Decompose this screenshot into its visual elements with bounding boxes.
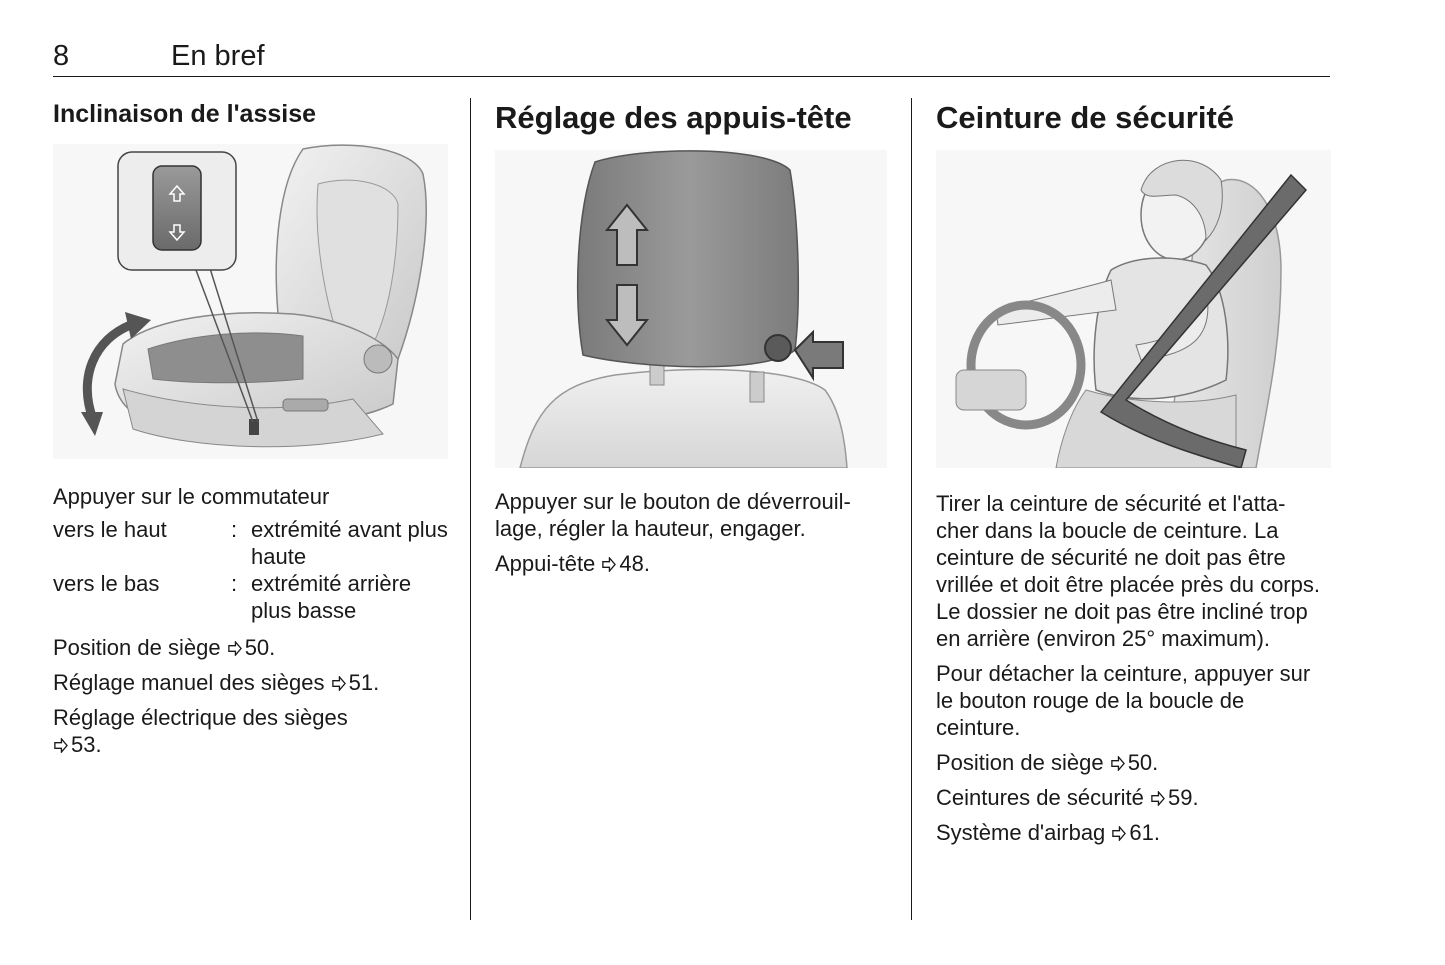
head-restraint-illustration [495, 150, 887, 468]
column-divider [470, 98, 471, 920]
table-row [53, 570, 451, 624]
direction-value: extrémité avant plus haute [251, 517, 448, 569]
switch-direction-table [53, 516, 451, 624]
cross-reference[interactable]: Réglage électrique des sièges 53. [53, 705, 348, 757]
cross-reference-arrow-icon [1111, 826, 1126, 841]
cross-reference-arrow-icon [1110, 756, 1125, 771]
cross-reference-arrow-icon [227, 641, 242, 656]
page-number: 8 [53, 40, 70, 72]
instruction-text: Tirer la ceinture de sécurité et l'atta- cher dans la boucle de ceinture. La ceinture de sécurité ne doit pas être vrillée et doit être placée près du corps. Le dossier ne doit pas être incliné trop en arrière (environ 25° maximum). [936, 491, 1320, 651]
table-row [53, 516, 451, 570]
instruction-text: Pour détacher la ceinture, appuyer sur le bouton rouge de la boucle de ceinture. [936, 661, 1311, 740]
chapter-title: En bref [171, 40, 265, 72]
cross-reference-arrow-icon [1150, 791, 1165, 806]
cross-reference-arrow-icon [601, 557, 616, 572]
cross-reference[interactable]: Système d'airbag 61. [936, 820, 1161, 845]
cross-reference-arrow-icon [53, 738, 68, 753]
column-divider [911, 98, 912, 920]
separator: : [231, 517, 238, 542]
direction-value: extrémité arrière plus basse [251, 571, 412, 623]
direction-key: vers le haut [53, 517, 167, 542]
cross-reference-arrow-icon [331, 676, 346, 691]
section-title: Inclinaison de l'assise [53, 100, 317, 128]
separator: : [231, 571, 238, 596]
direction-key: vers le bas [53, 571, 160, 596]
seat-belt-illustration [936, 150, 1331, 468]
cross-reference[interactable]: Appui-tête 48. [495, 551, 651, 576]
instruction-text: Appuyer sur le commutateur [53, 484, 330, 509]
cross-reference[interactable]: Position de siège 50. [53, 635, 276, 660]
cross-reference[interactable]: Position de siège 50. [936, 750, 1159, 775]
cross-reference[interactable]: Réglage manuel des sièges 51. [53, 670, 380, 695]
section-title: Ceinture de sécurité [936, 100, 1235, 135]
page-header [53, 38, 1330, 77]
cross-reference[interactable]: Ceintures de sécurité 59. [936, 785, 1199, 810]
seat-tilt-illustration [53, 144, 448, 459]
instruction-text: Appuyer sur le bouton de déverrouil- lage, régler la hauteur, engager. [495, 489, 851, 541]
section-title: Réglage des appuis-tête [495, 100, 852, 135]
